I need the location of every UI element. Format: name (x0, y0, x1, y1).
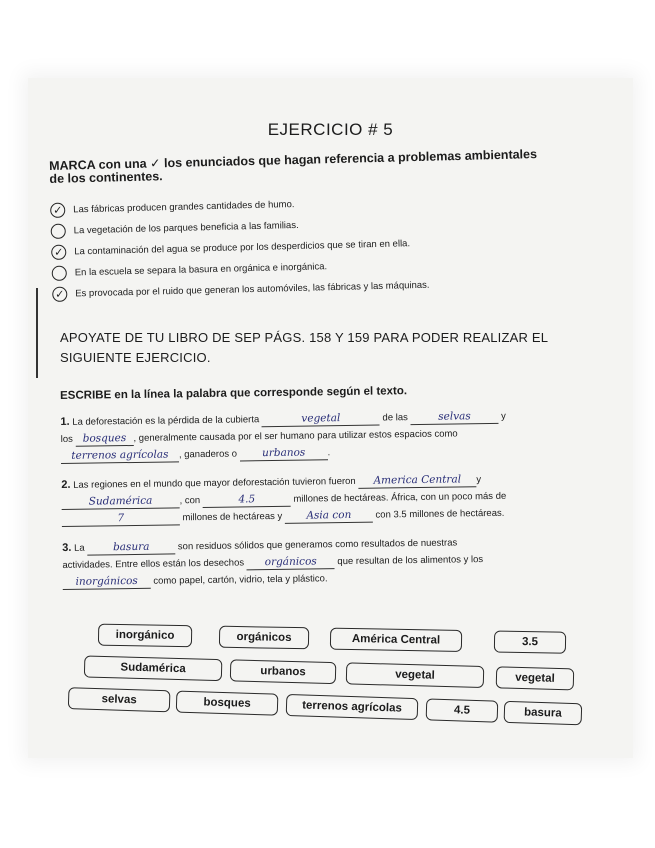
margin-line (36, 288, 38, 378)
marca-heading-start: MARCA con una (48, 156, 147, 173)
word-card[interactable]: orgánicos (219, 626, 309, 650)
answer-blank[interactable]: Sudamérica (61, 494, 179, 510)
option-text: La vegetación de los parques beneficia a las familias. (73, 219, 299, 237)
checkbox-circle[interactable]: ✓ (52, 287, 67, 302)
worksheet (28, 78, 633, 758)
text: La deforestación es la pérdida de la cubierta (72, 414, 260, 428)
instruction-heading (60, 328, 580, 368)
answer-blank[interactable]: 4.5 (203, 493, 291, 508)
checkbox-circle[interactable] (51, 224, 66, 239)
paragraph-3 (62, 532, 613, 591)
answer-blank[interactable]: vegetal (262, 412, 380, 428)
word-card[interactable]: inorgánico (98, 624, 192, 648)
escribe-heading: ESCRIBE en la línea la palabra que corresponde según el texto. (60, 385, 408, 402)
word-card[interactable]: vegetal (496, 666, 575, 690)
word-bank (64, 623, 624, 719)
text: como papel, cartón, vidrio, tela y plástico. (153, 573, 328, 587)
checkbox-circle[interactable] (52, 266, 67, 281)
text: La (73, 542, 85, 554)
checkbox-circle[interactable]: ✓ (51, 245, 66, 260)
paragraph-2 (61, 469, 612, 528)
option-text: La contaminación del agua se produce por los desperdicios que se tiran en ella. (74, 238, 411, 258)
answer-blank[interactable]: terrenos agrícolas (61, 448, 179, 464)
marca-heading-rest: los enunciados que hagan referencia a problemas ambientales (163, 147, 538, 171)
option-text: Las fábricas producen grandes cantidades de humo. (73, 199, 295, 216)
paragraph-number: 1. (60, 415, 70, 428)
answer-blank[interactable]: basura (87, 540, 175, 555)
text: , ganaderos o (178, 448, 238, 461)
marca-heading-line2: de los continentes. (49, 169, 163, 186)
word-card[interactable]: 3.5 (494, 631, 566, 654)
page-title: EJERCICIO # 5 (267, 120, 394, 139)
paragraph-1 (60, 406, 611, 465)
paragraph-number: 3. (62, 541, 72, 554)
answer-blank[interactable]: bosques (75, 432, 133, 447)
text: . (327, 447, 331, 459)
instruction-line2: SIGUIENTE EJERCICIO. (60, 350, 211, 365)
options-list (50, 188, 552, 305)
checkbox-circle[interactable]: ✓ (50, 203, 65, 218)
text: actividades. Entre ellos están los desechos (62, 557, 245, 571)
answer-blank[interactable]: Asia con (285, 509, 373, 524)
text: Las regiones en el mundo que mayor deforestación tuvieron fueron (73, 475, 356, 491)
text: y (476, 474, 482, 486)
answer-blank[interactable]: 7 (62, 511, 180, 527)
answer-blank[interactable]: selvas (410, 410, 498, 425)
word-card[interactable]: América Central (330, 628, 462, 652)
text: de las (382, 412, 408, 424)
answer-blank[interactable]: urbanos (240, 446, 328, 461)
marca-heading (49, 148, 549, 186)
option-text: En la escuela se separa la basura en orgánica e inorgánica. (74, 261, 328, 279)
word-card[interactable]: 4.5 (426, 698, 499, 722)
word-card[interactable]: terrenos agrícolas (286, 694, 419, 720)
option-text: Es provocada por el ruido que generan los automóviles, las fábricas y las máquinas. (75, 279, 430, 300)
marca-section (49, 148, 552, 305)
text: millones de hectáreas. África, con un poco más de (293, 490, 507, 505)
answer-blank[interactable]: inorgánicos (63, 575, 151, 590)
escribe-section (60, 382, 613, 603)
paragraph-number: 2. (61, 478, 71, 491)
text: millones de hectáreas y (182, 510, 283, 524)
word-card[interactable]: bosques (176, 691, 279, 716)
check-icon: ✓ (149, 156, 161, 171)
text: que resultan de los alimentos y los (337, 554, 484, 568)
word-card[interactable]: urbanos (230, 659, 337, 684)
text: los (60, 433, 73, 445)
answer-blank[interactable]: orgánicos (247, 555, 335, 570)
word-card[interactable]: vegetal (346, 662, 485, 688)
word-card[interactable]: selvas (68, 687, 171, 712)
word-card[interactable]: basura (504, 701, 583, 725)
text: , generalmente causada por el ser humano para utilizar estos espacios como (133, 428, 458, 444)
text: , con (179, 495, 201, 507)
text: con 3.5 millones de hectáreas. (375, 507, 505, 521)
text: y (501, 410, 506, 422)
word-card[interactable]: Sudamérica (84, 656, 223, 682)
instruction-line1: APOYATE DE TU LIBRO DE SEP PÁGS. 158 Y 159 PARA PODER REALIZAR EL (60, 330, 549, 345)
answer-blank[interactable]: America Central (358, 473, 476, 489)
text: son residuos sólidos que generamos como resultados de nuestras (177, 537, 458, 553)
